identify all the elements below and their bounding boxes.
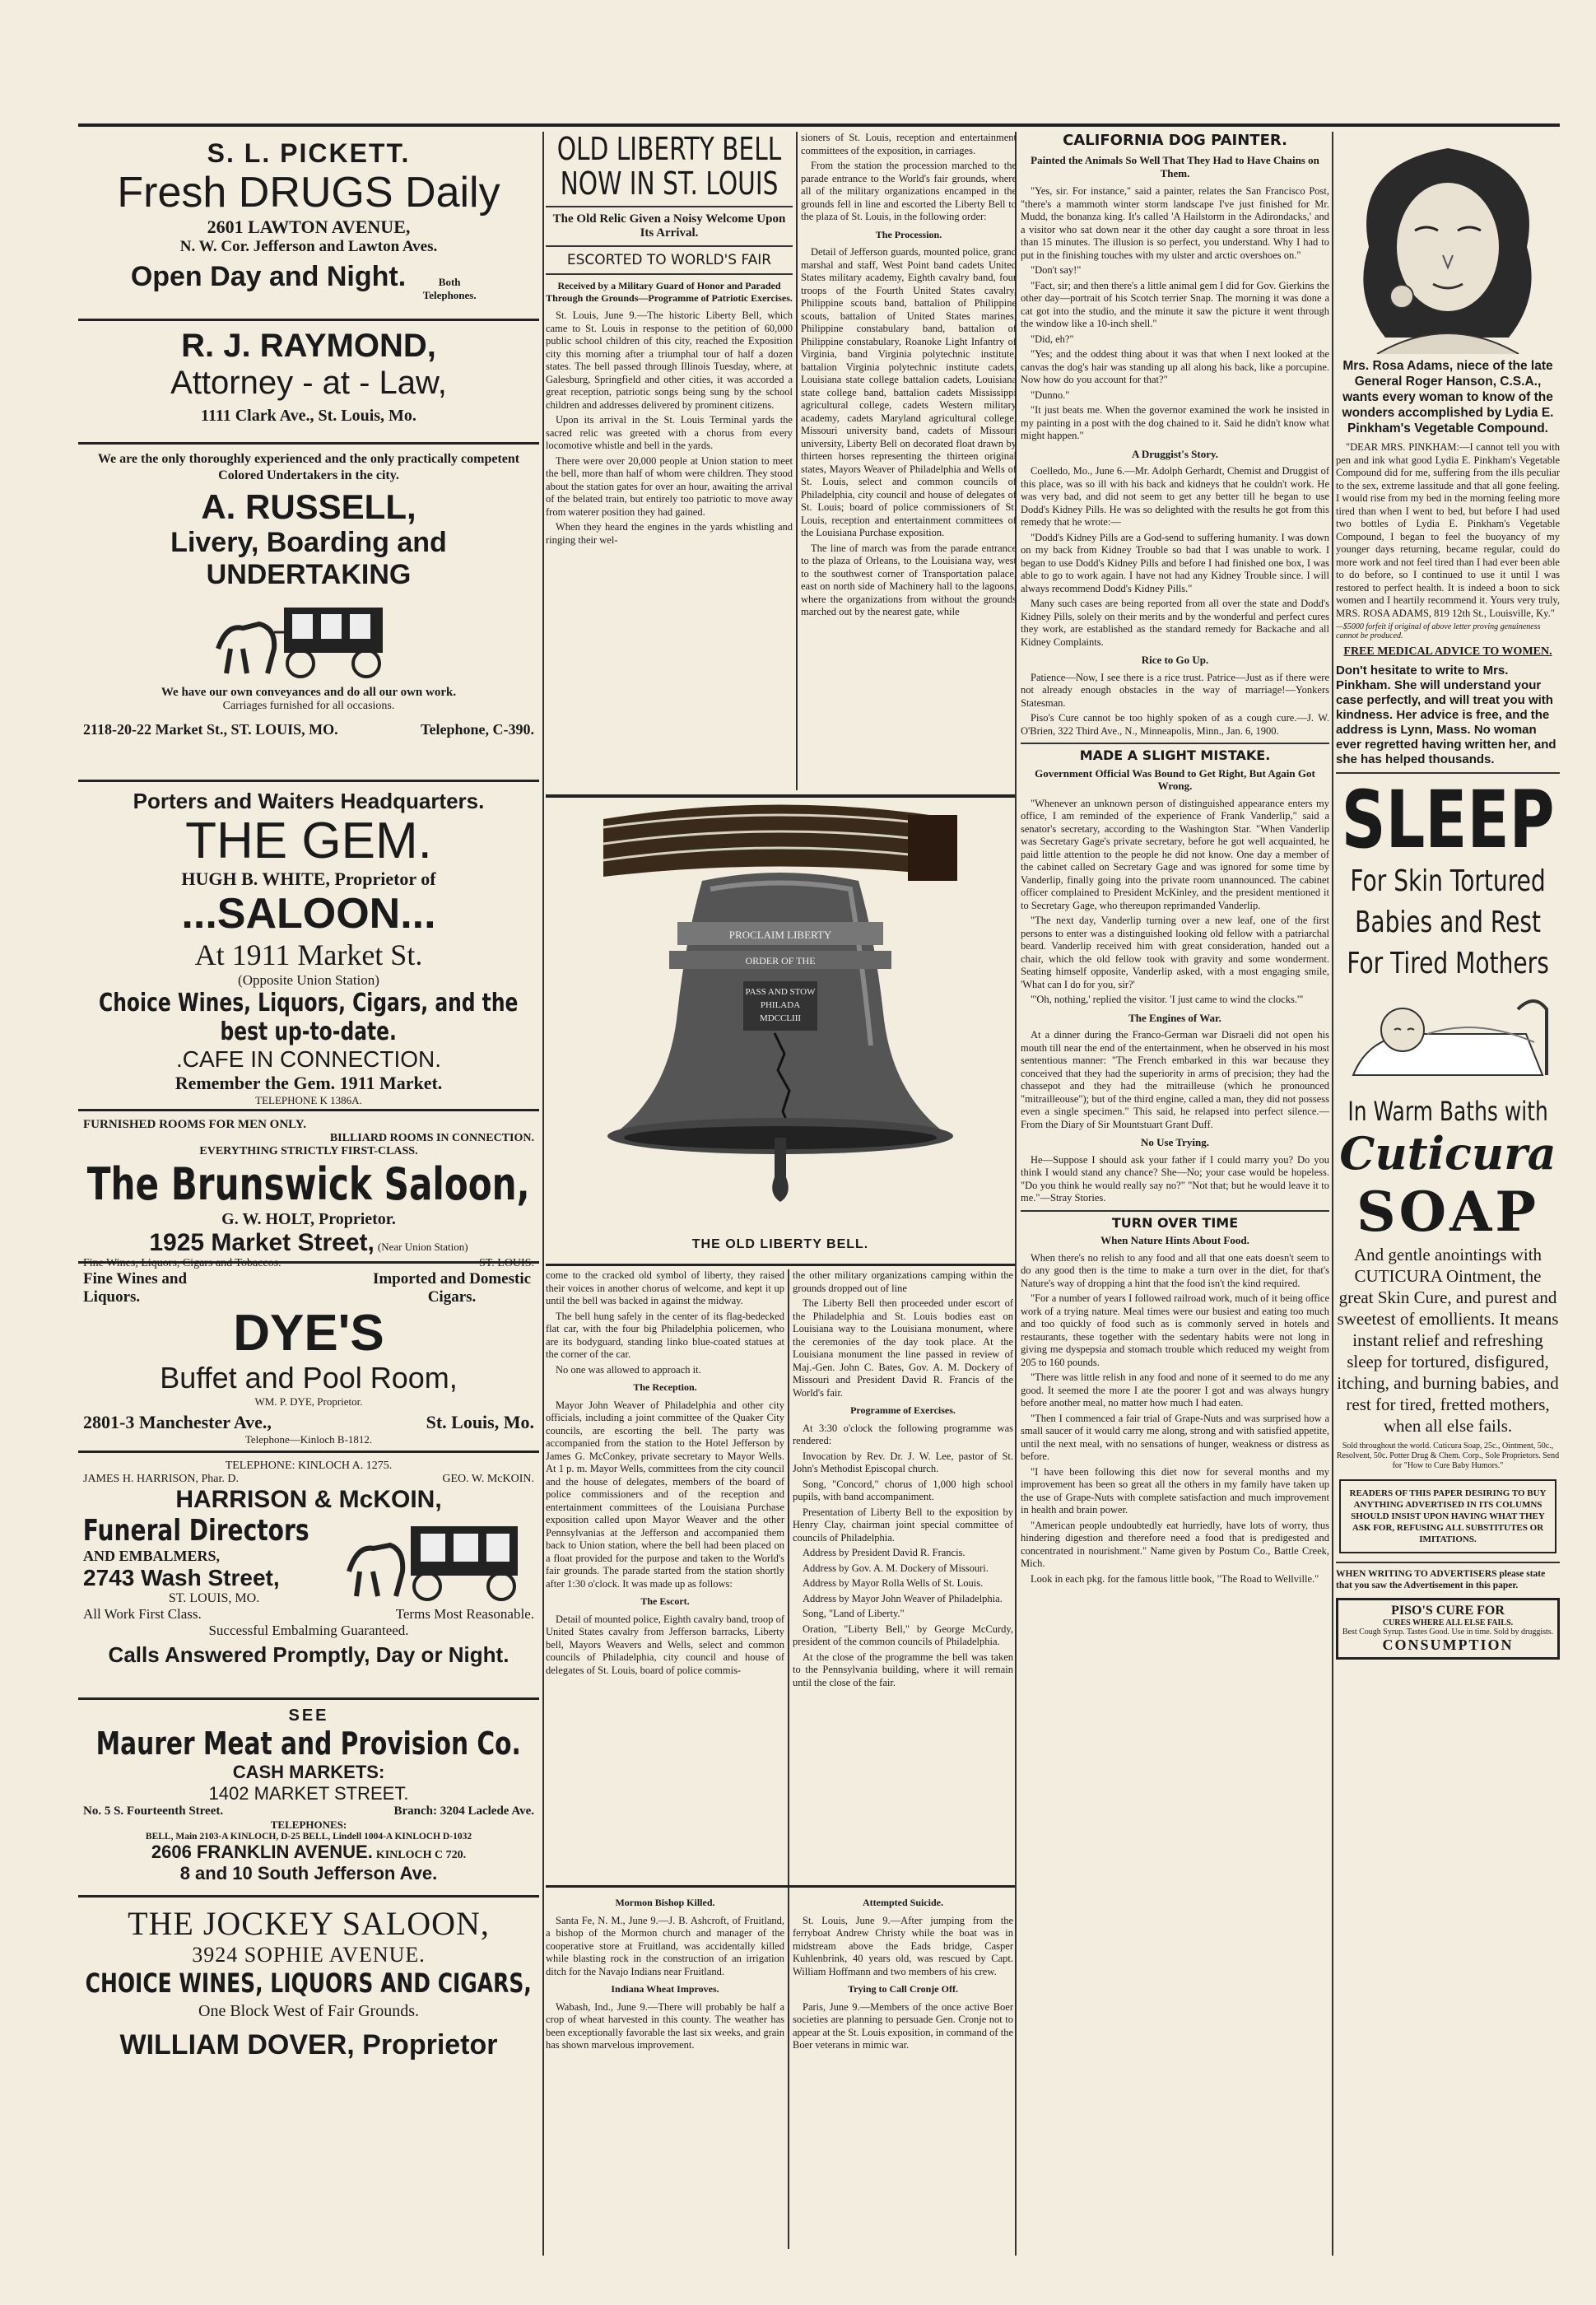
brunswick-ad: [78, 1111, 539, 1269]
ad-line: Livery, Boarding and UNDERTAKING: [170, 527, 447, 590]
ad-name: THE JOCKEY SALOON,: [128, 1905, 490, 1942]
ad-title: Attorney - at - Law,: [170, 365, 447, 401]
article-paragraph: "Dunno.": [1031, 389, 1070, 401]
article-paragraph: The Liberty Bell then proceeded under escort of the Philadelphia and St. Louis bodies east on Louisiana way to the Louisiana monument, where the ceremonies of the day took place. At the Louisiana monument the line passed in review of Maj.-Gen. John C. Bates, Gov. A. M. Dockery of Missouri and President David R. Francis of the World's fair.: [793, 1297, 1013, 1399]
article-headline: TURN OVER TIME: [1111, 1214, 1239, 1231]
ad-text: We have our own conveyances and do all our own work.: [161, 686, 457, 699]
ad-headline: Mrs. Rosa Adams, niece of the late General Roger Hanson, C.S.A., wants every woman to know of the wonders accomplished by Lydia E. Pinkham's Vegetable Compound.: [1342, 359, 1554, 435]
brief-head: Attempted Suicide.: [863, 1897, 943, 1908]
article-paragraph: Mayor John Weaver of Philadelphia and other city officials, including a joint committee of the Quaker City councils, are escorting the bell. The party was accompanied from the station to the Hotel Jefferson by James G. McConkey, private secretary to Mayor Wells. At 1 p. m. Mayor Wells, committees from the city council and the house of delegates, members of the board of police commissioners and of the reception and entertainment committees of the Louisiana Purchase exposition called upon Mayor Weaver and the other Pennsylvanias at the Jefferson and accompanied them back to Union station, where the bell had been placed on a float provided for the purpose and taken to the World's fair grounds. The parade started from the station shortly after 1:30 o'clock. It was made up as follows:: [546, 1399, 784, 1590]
ad-address: No. 5 S. Fourteenth Street.: [83, 1804, 224, 1818]
ad-address: 2118-20-22 Market St., ST. LOUIS, MO.: [83, 721, 338, 738]
article-paragraph: Piso's Cure cannot be too highly spoken of as a cough cure.—J. W. O'Brien, 322 Third Ave., N., Minneapolis, Minn., Jan. 6, 1900.: [1021, 712, 1329, 737]
rule: [546, 206, 793, 207]
article-paragraph: Upon its arrival in the St. Louis Terminal yards the sacred relic was greeted with a chorus from every locomotive whistle and bell in the yards.: [546, 414, 793, 451]
ad-brand: Cuticura: [1339, 1127, 1556, 1180]
article-paragraph: When they heard the engines in the yards whistling and ringing their wel-: [546, 521, 793, 546]
article-paragraph: Oration, "Liberty Bell," by George McCurdy, president of the common councils of Philadelphia.: [793, 1623, 1013, 1647]
article-paragraph: "Whenever an unknown person of distinguished appearance enters my office, I am reminded of the experience of Frank Vanderlip," said a senator's secretary, according to the Washington Star. "When Vanderlip was Secretary Gage's private secretary, before he got well acquainted, he paid little attention to the people he did not know. One day a member of the cabinet called on Secretary Gage and was ignored for some time by Vanderlip, finally going into the private room unannounced. The cabinet officer complained to President McKinley, and the president mentioned it to Secretary Gage, who thereupon reprimanded Vanderlip.: [1021, 797, 1329, 911]
ad-text: FURNISHED ROOMS FOR MEN ONLY.: [83, 1118, 307, 1131]
woman-portrait: [1336, 132, 1560, 354]
ad-text: All Work First Class.: [83, 1606, 202, 1622]
rule: [1021, 743, 1329, 744]
ad-text: CASH MARKETS:: [232, 1762, 385, 1782]
article-paragraph: There were over 20,000 people at Union station to meet the bell, more than half of whom were children. They stood about the station gates for over an hour, awaiting the arrival of the belated train, but entirely too patriotic to move away from waterer position they had gained.: [546, 454, 793, 518]
ad-phone: Telephone—Kinloch B-1812.: [244, 1433, 373, 1446]
article-paragraph: "For a number of years I followed railroad work, much of it being office work of a trying nature. Meal times were our busiest and eating too much and too quickly of food such as is commonly served in hotels and restaurants, these together with the sedentary habits were not long in giving me dyspepsia and stomach trouble which reduced my weight from 205 to 160 pounds.: [1021, 1292, 1329, 1368]
ad-text: For Tired Mothers: [1347, 947, 1549, 980]
article-paragraph: St. Louis, June 9.—The historic Liberty Bell, which came to St. Louis in response to the petition of 60,000 public school children of this city, reached the Exposition city this morning after a triumphal tour of half a dozen states. The bell passed through Illinois Tuesday, where, at Galesburg, Springfield and other cities, it was accorded a great reception, patriotic songs being sung by the school children and addresses delivered by prominent citizens.: [546, 310, 793, 411]
rule: [1336, 1562, 1560, 1563]
ad-text: AND EMBALMERS,: [83, 1548, 221, 1564]
article-paragraph: "It just beats me. When the governor examined the work he insisted in my painting in a post with the dog chained to it. Said he didn't know what might happen.": [1021, 404, 1329, 441]
article-headline: MADE A SLIGHT MISTAKE.: [1079, 747, 1271, 763]
rule: [546, 1264, 1015, 1266]
ad-text: CURES WHERE ALL ELSE FAILS.: [1382, 1618, 1514, 1627]
ad-text: Imported and Domestic Cigars.: [372, 1270, 532, 1306]
article-paragraph: Patience—Now, I see there is a rice trust. Patrice—Just as if there were not already enough obstacles in the way of marriage!—Yonkers Statesman.: [1021, 671, 1329, 709]
ad-prop: G. W. HOLT, Proprietor.: [221, 1210, 396, 1228]
section-head: No Use Trying.: [1141, 1136, 1209, 1148]
article-deck: Painted the Animals So Well That They Had to Have Chains on Them.: [1031, 154, 1319, 179]
top-rule: [78, 123, 1560, 127]
piso-ad: [1336, 1598, 1560, 1660]
article-paragraph: Address by Mayor John Weaver of Philadelphia.: [803, 1592, 1003, 1604]
article-paragraph: "Yes; and the oddest thing about it was that when I next looked at the canvas the dog's hair was standing up all along his back, like a porcupine. Now how do you account for that?": [1021, 348, 1329, 385]
article-paragraph: sioners of St. Louis, reception and entertainment committees of the exposition, in carriages.: [801, 132, 1017, 156]
article-paragraph: Detail of Jefferson guards, mounted police, grand marshal and staff, West Point band cadets United States military academy, Eighth cavalry band, four troops of the Fourth United States cavalry, Philippine scouts band, battalion of Philippine scouts, battalion of United States marines, Philippine constabulary band, battalion of Philippine constabulary, Roanoke Light Infantry of Virginia, band Virginia polytechnic institute, battalion Virginia polytechnic institute cadets, Louisiana state college battalion cadets, Louisiana state college band, battalion cadets Mississippi agricultural college, cadets Western military academy, cadets Maryland agricultural college, Missouri university band, cadets of Missouri university, Liberty Bell on decorated float drawn by thirteen horses representing the thirteen original states, Mayors Weaver of Philadelphia and Wells of St. Louis, select and common councils of Philadelphia, city council and house of delegates of St. Louis; board of police commissioners of St. Louis, reception and entertainment committees of the Louisiana Purchase exposition.: [801, 246, 1017, 538]
rule: [546, 273, 793, 275]
ad-testimonial: "DEAR MRS. PINKHAM:—I cannot tell you with pen and ink what good Lydia E. Pinkham's Vegetable Compound did for me, suffering from the ills peculiar to the sex, extreme lassitude and that all gone feeling. I would rise from my bed in the morning feeling more tired than when I went to bed, but before I had used two bottles of Lydia E. Pinkham's Vegetable Compound, I began to feel the buoyancy of my younger days returning, became regular, could do more work and not feel tired than I had ever been able to do before, so I continued to use it until I was restored to perfect health. It is indeed a boon to sick women and I heartily recommend it. Yours very truly, MRS. ROSA ADAMS, 819 12th St., Louisville, Ky.": [1336, 441, 1560, 619]
ad-text: Fine Wines, Liquors, Cigars and Tobaccos.: [83, 1257, 282, 1269]
ad-text: JAMES H. HARRISON, Phar. D.: [83, 1473, 240, 1485]
newspaper-page: [78, 123, 1560, 2264]
ad-text: Choice Wines, Liquors, Cigars, and the best up-to-date.: [99, 989, 519, 1046]
raymond-ad: [78, 321, 539, 445]
left-ad-column: [78, 132, 539, 2256]
article-paragraph: "There was little relish in any food and none of it seemed to do me any good. It seemed the more I ate the poorer I got and was always hungry before another meal, no matter how much I had eaten.: [1021, 1371, 1329, 1409]
ad-name: R. J. RAYMOND,: [181, 328, 436, 364]
section-head: A Druggist's Story.: [1131, 447, 1219, 460]
article-paragraph: "Did, eh?": [1031, 333, 1074, 345]
article-paragraph: At the close of the programme the bell was taken to the Pennsylvania building, where it will remain until the close of the fair.: [793, 1651, 1013, 1688]
ad-text: GEO. W. McKOIN.: [442, 1473, 534, 1485]
ad-address: 2743 Wash Street,: [83, 1565, 280, 1590]
sleeping-baby-illustration: [1345, 985, 1551, 1092]
article-paragraph: When there's no relish to any food and all that one eats doesn't seem to do any good then is the time to make a turn over in the diet, for that's Nature's way of dropping a hint that the food isn't the kind required.: [1021, 1251, 1329, 1289]
ad-phones: Both Telephones.: [422, 276, 477, 301]
article-paragraph: The bell hung safely in the center of its flag-bedecked flat car, with the four big Philadelphia policemen, who are its bodyguard, standing linko blue-coated statues at the corner of the car.: [546, 1310, 784, 1360]
ad-text: ST. LOUIS.: [478, 1257, 534, 1269]
bell-inscription: PHILADA: [760, 1000, 801, 1010]
article-paragraph: "'Oh, nothing,' replied the visitor. 'I just came to wind the clocks.'": [1031, 994, 1304, 1005]
ad-name: Maurer Meat and Provision Co.: [95, 1725, 522, 1762]
article-deck: ESCORTED TO WORLD'S FAIR: [566, 252, 772, 268]
column-rule: [796, 132, 798, 790]
ad-sub: Buffet and Pool Room,: [160, 1361, 458, 1395]
liberty-bell-illustration: [546, 799, 1015, 1227]
section-head: Rice to Go Up.: [1141, 654, 1209, 666]
ad-name: DYE'S: [233, 1305, 384, 1362]
article-paragraph: No one was allowed to approach it.: [556, 1363, 701, 1376]
bell-inscription: MDCCLIII: [759, 1013, 802, 1023]
article-paragraph: Invocation by Rev. Dr. J. W. Lee, pastor of St. John's Methodist Episcopal church.: [793, 1450, 1013, 1474]
misc-column: [1021, 132, 1329, 2256]
ad-hours: Open Day and Night.: [130, 261, 407, 292]
article-paragraph: At 3:30 o'clock the following programme was rendered:: [793, 1422, 1013, 1446]
ad-name: A. RUSSELL,: [201, 487, 416, 526]
ad-brand: SOAP: [1356, 1180, 1539, 1244]
ad-prop: WILLIAM DOVER, Proprietor: [119, 2029, 498, 2061]
ad-text: Successful Embalming Guaranteed.: [208, 1623, 409, 1638]
ad-prop: HUGH B. WHITE, Proprietor of: [181, 868, 436, 889]
article-deck: The Old Relic Given a Noisy Welcome Upon Its Arrival.: [552, 212, 786, 240]
article-paragraph: Detail of mounted police, Eighth cavalry band, troop of United States cavalry from Jefferson barracks, Liberty bell, Mayors Weavers and Wells, select and common councils of Philadelphia, city council and house of delegates of St. Louis, board of police commis-: [546, 1613, 784, 1676]
ad-text: CHOICE WINES, LIQUORS AND CIGARS,: [85, 1967, 533, 1999]
ad-headline: CONSUMPTION: [1382, 1637, 1514, 1653]
ad-text: EVERYTHING STRICTLY FIRST-CLASS.: [199, 1145, 418, 1157]
ad-text: Babies and Rest: [1355, 906, 1541, 939]
article-headline: OLD LIBERTY BELL NOW IN ST. LOUIS: [556, 132, 782, 202]
ad-headline: FREE MEDICAL ADVICE TO WOMEN.: [1343, 645, 1552, 658]
ad-phone: TELEPHONE: KINLOCH A. 1275.: [225, 1460, 393, 1472]
ad-address: 2601 LAWTON AVENUE,: [207, 217, 411, 237]
ad-text: Sold throughout the world. Cuticura Soap, 25c., Ointment, 50c., Resolvent, 50c. Potter Drug & Chem. Corp., Sole Proprietors. Send for "How to Cure Baby Humors.": [1336, 1441, 1560, 1470]
ad-name: HARRISON & McKOIN,: [175, 1486, 442, 1513]
article-paragraph: The line of march was from the parade entrance to the plaza of Orleans, to the Louisiana way, west to the southwest corner of Transportation palace, east on north side of Machinery hall to the lagoons, where the organizations from without the grounds marched out by the nearest gate, while: [801, 542, 1017, 617]
article-paragraph: Presentation of Liberty Bell to the exposition by Henry Clay, chairman joint special committee of councils of Philadelphia.: [793, 1506, 1013, 1544]
ad-notice: READERS OF THIS PAPER DESIRING TO BUY ANYTHING ADVERTISED IN ITS COLUMNS SHOULD INSIST UPON HAVING WHAT THEY ASK FOR, REFUSING ALL SUBSTITUTES OR IMITATIONS.: [1339, 1479, 1556, 1553]
column-rule: [1332, 132, 1333, 2256]
article-paragraph: "The next day, Vanderlip turning over a new leaf, one of the first persons to enter was a distinguished looking old fellow with a patriarchal beard. Vanderlip received him with great consideration, handed out a chair, which the old fellow took with gravity and some wonderment. Seating himself opposite, Vanderlip asked, with a most engaging smile, 'What can I do for you, sir?': [1021, 915, 1329, 990]
ad-text: (Near Union Station): [377, 1241, 468, 1253]
briefs-col-a: [546, 1892, 784, 2254]
rule: [546, 1885, 1015, 1888]
ad-name: THE GEM.: [185, 813, 432, 869]
harrison-ad: [78, 1453, 539, 1700]
article-paragraph: "I have been following this diet now for several months and my improvement has been so great all the others in my family have taken up the use of Grape-Nuts with complete satisfaction and much improvement in health and brain power.: [1021, 1465, 1329, 1516]
ad-phone: KINLOCH C 720.: [375, 1849, 467, 1861]
article-paragraph: From the station the procession marched to the parade entrance to the World's fair grounds, where all of the military organizations encamped in the grounds fell in line and escorted the Liberty Bell to the plaza of St. Louis, in the following order:: [801, 160, 1017, 222]
gem-ad: [78, 782, 539, 1111]
ad-address: 1925 Market Street,: [149, 1229, 375, 1256]
bell-inscription: PASS AND STOW: [745, 987, 816, 997]
hearse-illustration: [345, 1514, 534, 1604]
maurer-ad: [78, 1700, 539, 1898]
ad-notice: WHEN WRITING TO ADVERTISERS please state that you saw the Advertisement in this paper.: [1336, 1569, 1546, 1590]
dyes-ad: [78, 1264, 539, 1453]
rule: [546, 794, 1015, 798]
liberty-article-col-a: [546, 132, 793, 782]
bell-inscription: PROCLAIM LIBERTY: [728, 929, 832, 941]
brief-head: Indiana Wheat Improves.: [611, 1983, 719, 1995]
brief-head: Mormon Bishop Killed.: [615, 1897, 715, 1908]
section-head: Programme of Exercises.: [850, 1404, 956, 1416]
ad-text: Terms Most Reasonable.: [395, 1606, 534, 1622]
ad-headline: Fresh DRUGS Daily: [117, 169, 500, 217]
section-head: The Escort.: [640, 1595, 690, 1607]
ad-phone: Telephone, C-390.: [421, 721, 534, 738]
russell-ad: [78, 445, 539, 782]
ad-text: One Block West of Fair Grounds.: [198, 2002, 419, 2020]
ad-saloon: ...SALOON...: [181, 890, 436, 938]
liberty-continuation-a: [546, 1269, 784, 1879]
article-paragraph: Song, "Land of Liberty.": [803, 1608, 905, 1619]
article-paragraph: Song, "Concord," chorus of 1,000 high school pupils, with band accompaniment.: [793, 1478, 1013, 1502]
article-paragraph: Address by President David R. Francis.: [803, 1547, 966, 1558]
article-paragraph: At a dinner during the Franco-German war Disraeli did not open his mouth till near the end of the entertainment, when he observed in his most sententious manner: "The French embarked in this war because they conceived that they had the superiority in arms of precision; they had the chassepot and they had the mitrailleuse (which he pronounced "mitrailleouse"); but of the third engine, called a man, they did not possess even a single specimen." This said, he relapsed into perfect silence.—From the Diary of Sir Mountstuart Grant Duff.: [1021, 1029, 1329, 1130]
ad-phone: BELL, Main 2103-A KINLOCH, D-25 BELL, Lindell 1004-A KINLOCH D-1032: [145, 1832, 472, 1842]
ad-address: N. W. Cor. Jefferson and Lawton Aves.: [179, 238, 438, 255]
ad-title: Funeral Directors: [83, 1514, 310, 1548]
ad-text: (Opposite Union Station): [238, 972, 379, 988]
ad-headline: PISO'S CURE FOR: [1391, 1604, 1505, 1618]
ad-text: In Warm Baths with: [1347, 1096, 1548, 1127]
ad-text: And gentle anointings with CUTICURA Ointment, the great Skin Cure, and purest and sweetest of emollients. It means instant relief and refreshing sleep for tortured, disfigured, itching, and burning babies, and rest for tired, fretted mothers, when all else fails.: [1337, 1245, 1559, 1436]
ad-text: Fine Wines and Liquors.: [83, 1270, 188, 1306]
ad-text: —$5000 forfeit if original of above letter proving genuineness cannot be produced.: [1336, 622, 1541, 640]
rule: [546, 245, 793, 247]
column-rule: [542, 132, 544, 2256]
article-paragraph: Many such cases are being reported from all over the state and Dodd's Kidney Pills, solely on their merits and by the wonderful and perfect cures they work, are established as the standard remedy for Backache and all Kidney Complaints.: [1021, 598, 1329, 648]
pickett-ad: [78, 132, 539, 321]
ad-phone: TELEPHONE K 1386A.: [255, 1094, 362, 1106]
article-paragraph: the other military organizations camping within the grounds dropped out of line: [793, 1269, 1013, 1294]
cuticura-ad: [1336, 774, 1560, 1471]
liberty-bell-illustration-box: [546, 799, 1015, 1260]
ad-text: Carriages furnished for all occasions.: [222, 700, 395, 712]
jockey-ad: [78, 1898, 539, 2112]
article-paragraph: "Fact, sir; and then there's a little animal gem I did for Gov. Gierkins the other day—portrait of his Scotch terrier Snap. The morning it was done a cat got into the studio, and the minute it saw the picture it went through the window like a 10-inch shell.": [1021, 279, 1329, 329]
ad-address: Branch: 3204 Laclede Ave.: [393, 1804, 534, 1818]
ad-text: Remember the Gem. 1911 Market.: [174, 1073, 443, 1093]
article-paragraph: Look in each pkg. for the famous little book, "The Road to Wellville.": [1031, 1572, 1319, 1585]
article-paragraph: Coelledo, Mo., June 6.—Mr. Adolph Gerhardt, Chemist and Druggist of this place, was so ill with his back and kidneys that he couldn't work. He was very bad, and did not seem to get any better till he began to use Dodd's Kidney Pills. He was so delighted with the results he got from this remedy that he wrote:—: [1021, 465, 1329, 528]
ad-address: 3924 SOPHIE AVENUE.: [192, 1943, 426, 1967]
ad-intro: We are the only thoroughly experienced and the only practically competent Colored Undertakers in the city.: [97, 452, 520, 482]
rule: [1021, 1210, 1329, 1212]
ad-text: St. Louis, Mo.: [426, 1412, 534, 1432]
brief-head: Trying to Call Cronje Off.: [848, 1983, 958, 1995]
article-deck: Government Official Was Bound to Get Right, But Again Got Wrong.: [1035, 766, 1315, 792]
section-head: The Reception.: [633, 1381, 697, 1393]
ad-text: TELEPHONES:: [270, 1818, 347, 1831]
ad-address: At 1911 Market St.: [194, 938, 423, 971]
hearse-illustration: [210, 591, 407, 682]
article-paragraph: Address by Gov. A. M. Dockery of Missouri.: [803, 1562, 989, 1574]
ad-address: 2606 FRANKLIN AVENUE.: [151, 1842, 373, 1862]
ad-text: Calls Answered Promptly, Day or Night.: [108, 1642, 510, 1667]
ad-address: 1402 MARKET STREET.: [208, 1783, 409, 1804]
article-paragraph: "Don't say!": [1031, 264, 1082, 276]
ad-text: Best Cough Syrup. Tastes Good. Use in time. Sold by druggists.: [1342, 1627, 1554, 1637]
article-paragraph: Address by Mayor Rolla Wells of St. Louis.: [803, 1577, 984, 1589]
ad-text: .CAFE IN CONNECTION.: [175, 1046, 441, 1072]
article-headline: CALIFORNIA DOG PAINTER.: [1063, 132, 1287, 149]
ad-text: Don't hesitate to write to Mrs. Pinkham. She will understand your case perfectly, and will treat you with kindness. Her advice is free, and the address is Lynn, Mass. No woman ever regretted having written her, and she has helped thousands.: [1336, 664, 1556, 766]
ad-column-right: [1336, 132, 1560, 2256]
ad-address: 8 and 10 South Jefferson Ave.: [179, 1863, 438, 1884]
article-paragraph: He—Suppose I should ask your father if I could marry you? Do you think I would stand any chance? She—No; your case would be hopeless. "Do you think he would really say no?" "Not that; but he would leave it to me."—Stray Stories.: [1021, 1153, 1329, 1204]
article-paragraph: "Dodd's Kidney Pills are a God-send to suffering humanity. I was down on my back from Kidney Trouble so bad that I was unable to work. I began to use Dodd's Kidney Pills and before I had finished one box, I was able to go to work again. I have not had any Kidney Trouble since. I will always recommend Dodd's Kidney Pills.": [1021, 531, 1329, 594]
bell-inscription: ORDER OF THE: [745, 955, 816, 966]
liberty-article-col-b: [801, 132, 1017, 782]
article-paragraph: "Then I commenced a fair trial of Grape-Nuts and was surprised how a small saucer of it would carry me along, strong and with satisfied appetite, until the next meal, with no sensations of hunger, weakness or distress as before.: [1021, 1412, 1329, 1462]
ad-text: SEE: [288, 1707, 329, 1725]
article-deck: When Nature Hints About Food.: [1100, 1234, 1249, 1246]
ad-text: BILLIARD ROOMS IN CONNECTION.: [329, 1132, 534, 1144]
ad-prop: WM. P. DYE, Proprietor.: [254, 1395, 363, 1408]
section-head: The Engines of War.: [1128, 1011, 1221, 1024]
brief-paragraph: St. Louis, June 9.—After jumping from the ferryboat Andrew Christy while the boat was in midstream above the Eads bridge, Casper Kuhlenbrink, 40 years old, was rescued by Capt. William Hoffmann and two members of his crew.: [793, 1914, 1013, 1977]
brief-paragraph: Paris, June 9.—Members of the once active Boer societies are planning to persuade Gen. Cronje not to appear at the St. Louis exposition, in command of the Boer veterans in mimic war.: [793, 2000, 1013, 2051]
brief-paragraph: Wabash, Ind., June 9.—There will probably be half a crop of wheat harvested in this county. The weather has been exceptionally favorable the last six weeks, and grain has shown marvelous improvement.: [546, 2000, 784, 2051]
article-paragraph: "American people undoubtedly eat hurriedly, have lots of worry, thus hindering digestion and therefore need a food that is predigested and concentrated in nourishment." Name given by Postum Co., Battle Creek, Mich.: [1021, 1519, 1329, 1569]
ad-address: 1111 Clark Ave., St. Louis, Mo.: [201, 407, 416, 425]
briefs-col-b: [793, 1892, 1013, 2254]
section-head: The Procession.: [875, 228, 942, 240]
liberty-continuation-b: [793, 1269, 1013, 1879]
ad-text: For Skin Tortured: [1350, 864, 1546, 898]
ad-top: Porters and Waiters Headquarters.: [133, 789, 485, 813]
ad-name: S. L. PICKETT.: [207, 138, 411, 168]
article-paragraph: come to the cracked old symbol of liberty, they raised their voices in another chorus of welcome, and kept it up until the bell was backed in against the midway.: [546, 1269, 784, 1306]
ad-headline: SLEEP: [1341, 774, 1555, 866]
ad-address: 2801-3 Manchester Ave.,: [83, 1412, 272, 1432]
brief-paragraph: Santa Fe, N. M., June 9.—J. B. Ashcroft, of Fruitland, a bishop of the Mormon church and manager of the cooperative store at Fruitland, was accidentally killed while blasting rock in the construction of an irrigation ditch for the Navajo Indians near Fruitland.: [546, 1914, 784, 1977]
illustration-caption: THE OLD LIBERTY BELL.: [691, 1237, 869, 1251]
column-rule: [788, 1269, 789, 2249]
ad-name: The Brunswick Saloon,: [87, 1158, 530, 1210]
ad-text: ST. LOUIS, MO.: [168, 1591, 260, 1605]
article-paragraph: "Yes, sir. For instance," said a painter, relates the San Francisco Post, "there's a mammoth winter storm landscape I've just finished for Mr. Mudd, the bonanza king. It's called 'A Hailstorm in the Adirondacks,' and a visitor who sat down near it the other day caught a sore throat in less than 15 minutes. The illusion is so perfect, you understand. Why I had to put in the finishing touches with my ulster and arctic overshoes on.": [1021, 185, 1329, 261]
article-deck: Received by a Military Guard of Honor and Paraded Through the Grounds—Programme of Patriotic Exercises.: [546, 280, 793, 304]
